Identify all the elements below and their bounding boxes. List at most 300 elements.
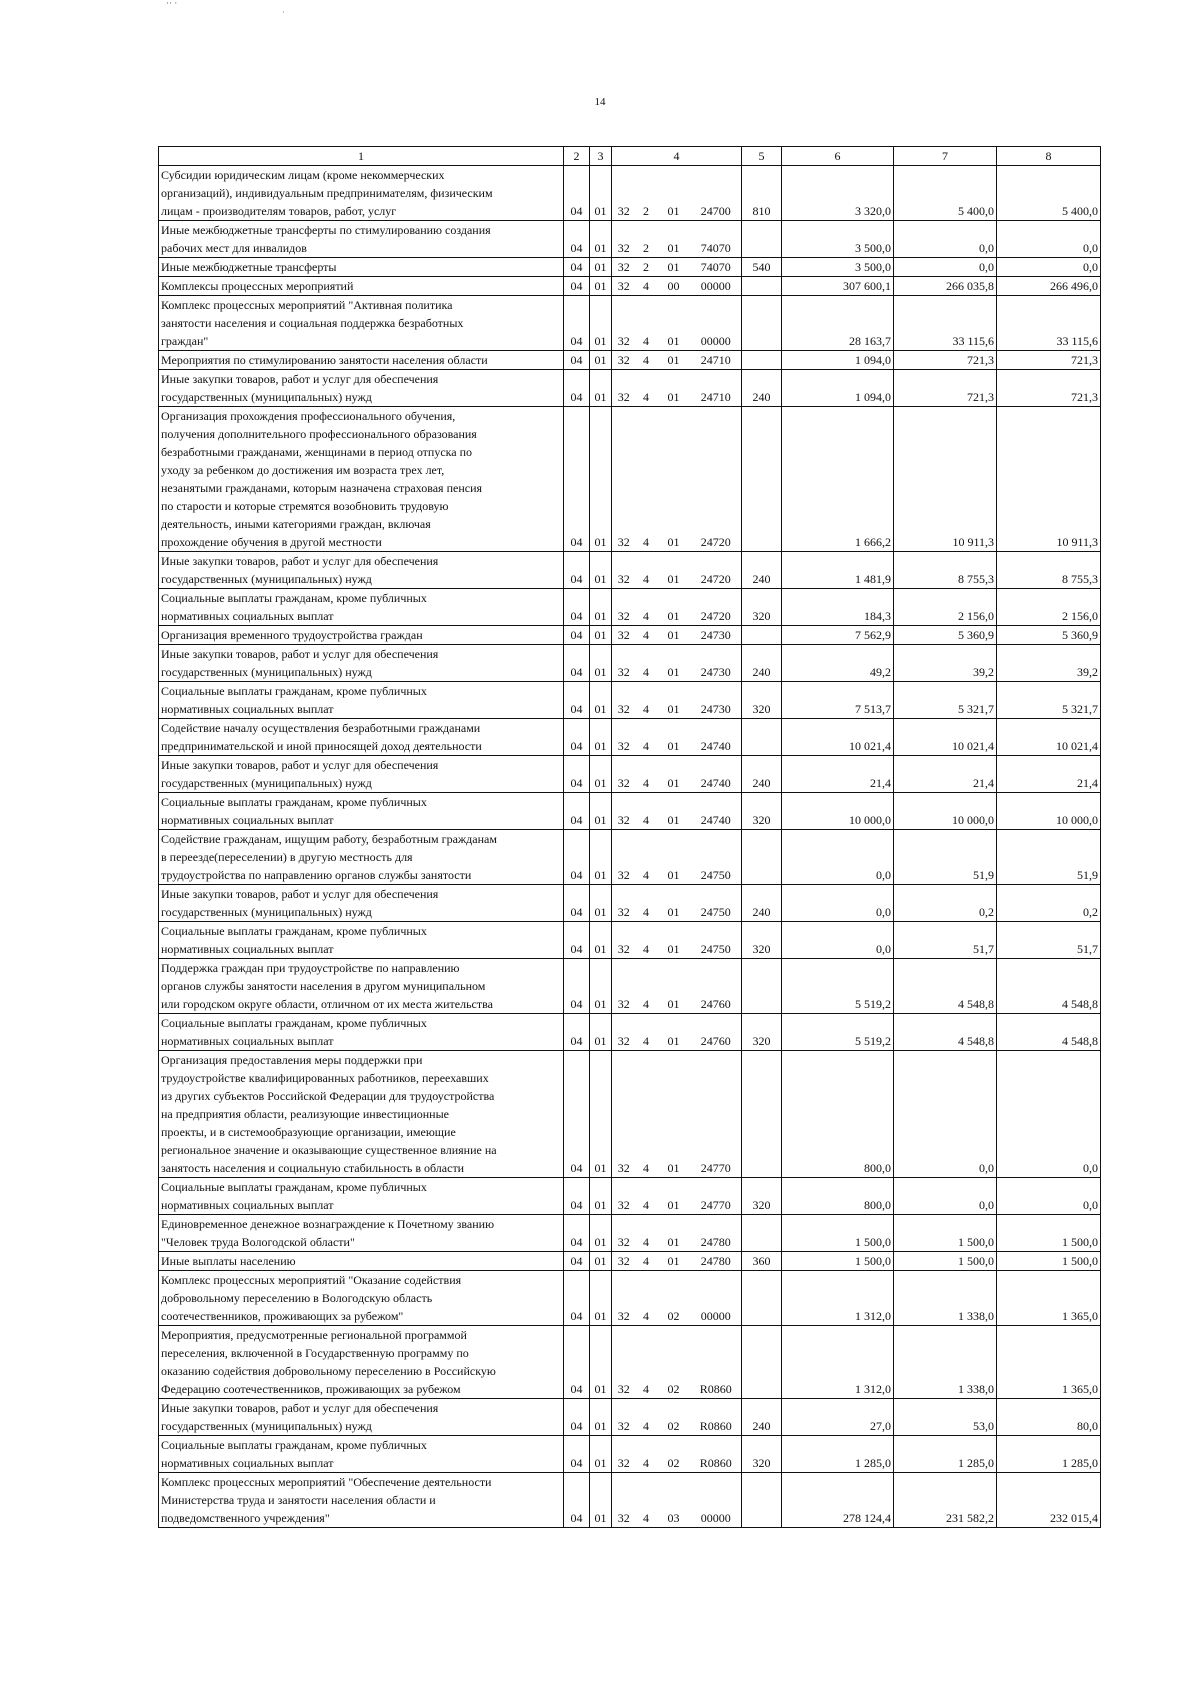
complex-code: 01 <box>657 552 691 589</box>
subprogram-code: 4 <box>636 589 657 626</box>
direction-code: 24730 <box>691 645 742 682</box>
expense-type-code: 240 <box>742 645 782 682</box>
program-code: 32 <box>612 1178 636 1215</box>
amount-col-7: 266 035,8 <box>894 277 997 296</box>
subsection-code: 01 <box>590 959 612 1014</box>
subsection-code: 01 <box>590 552 612 589</box>
subsection-code: 01 <box>590 258 612 277</box>
direction-code: 24730 <box>691 682 742 719</box>
header-col-7: 7 <box>894 147 997 166</box>
row-name: Иные закупки товаров, работ и услуг для обеспечения государственных (муниципальных) нужд <box>159 756 564 793</box>
program-code: 32 <box>612 221 636 258</box>
subsection-code: 01 <box>590 351 612 370</box>
table-row <box>159 830 1101 885</box>
complex-code: 01 <box>657 370 691 407</box>
complex-code: 02 <box>657 1326 691 1399</box>
direction-code: 24730 <box>691 626 742 645</box>
section-code: 04 <box>564 407 590 552</box>
amount-col-6: 0,0 <box>782 885 894 922</box>
complex-code: 01 <box>657 166 691 221</box>
expense-type-code <box>742 1051 782 1178</box>
program-code: 32 <box>612 351 636 370</box>
section-code: 04 <box>564 589 590 626</box>
row-name: Содействие началу осуществления безработными гражданами предпринимательской и иной приносящей доход деятельности <box>159 719 564 756</box>
amount-col-7: 1 500,0 <box>894 1215 997 1252</box>
table-row <box>159 1271 1101 1326</box>
expense-type-code <box>742 830 782 885</box>
complex-code: 01 <box>657 407 691 552</box>
subprogram-code: 4 <box>636 793 657 830</box>
amount-col-7: 1 338,0 <box>894 1271 997 1326</box>
amount-col-6: 10 021,4 <box>782 719 894 756</box>
section-code: 04 <box>564 1215 590 1252</box>
expense-type-code: 320 <box>742 1436 782 1473</box>
row-name: Содействие гражданам, ищущим работу, безработным гражданам в переезде(переселении) в другую местность для трудоустройства по направлению органов службы занятости <box>159 830 564 885</box>
direction-code: 00000 <box>691 1271 742 1326</box>
section-code: 04 <box>564 370 590 407</box>
program-code: 32 <box>612 1051 636 1178</box>
program-code: 32 <box>612 645 636 682</box>
header-col-6: 6 <box>782 147 894 166</box>
section-code: 04 <box>564 1436 590 1473</box>
row-name: Иные закупки товаров, работ и услуг для обеспечения государственных (муниципальных) нужд <box>159 552 564 589</box>
subprogram-code: 4 <box>636 1178 657 1215</box>
direction-code: 74070 <box>691 221 742 258</box>
direction-code: 24720 <box>691 552 742 589</box>
program-code: 32 <box>612 1436 636 1473</box>
row-name: Мероприятия по стимулированию занятости населения области <box>159 351 564 370</box>
header-col-4: 4 <box>612 147 742 166</box>
table-row <box>159 1178 1101 1215</box>
amount-col-7: 0,2 <box>894 885 997 922</box>
expense-type-code: 320 <box>742 1178 782 1215</box>
direction-code: 24750 <box>691 922 742 959</box>
amount-col-7: 5 360,9 <box>894 626 997 645</box>
subsection-code: 01 <box>590 1399 612 1436</box>
complex-code: 01 <box>657 258 691 277</box>
subprogram-code: 4 <box>636 1326 657 1399</box>
amount-col-6: 7 562,9 <box>782 626 894 645</box>
amount-col-7: 1 285,0 <box>894 1436 997 1473</box>
table-row <box>159 370 1101 407</box>
direction-code: 24710 <box>691 351 742 370</box>
expense-type-code <box>742 407 782 552</box>
amount-col-7: 53,0 <box>894 1399 997 1436</box>
row-name: Субсидии юридическим лицам (кроме некоммерческих организаций), индивидуальным предпринимателям, физическим лицам - производителям товаров, работ, услуг <box>159 166 564 221</box>
header-row <box>159 147 1101 166</box>
subprogram-code: 4 <box>636 1051 657 1178</box>
complex-code: 03 <box>657 1473 691 1528</box>
amount-col-6: 3 500,0 <box>782 221 894 258</box>
amount-col-8: 21,4 <box>997 756 1101 793</box>
complex-code: 01 <box>657 885 691 922</box>
expense-type-code: 540 <box>742 258 782 277</box>
expense-type-code: 320 <box>742 922 782 959</box>
program-code: 32 <box>612 756 636 793</box>
program-code: 32 <box>612 1215 636 1252</box>
row-name: Иные закупки товаров, работ и услуг для обеспечения государственных (муниципальных) нужд <box>159 885 564 922</box>
subprogram-code: 4 <box>636 277 657 296</box>
subsection-code: 01 <box>590 277 612 296</box>
subsection-code: 01 <box>590 370 612 407</box>
row-name: Поддержка граждан при трудоустройстве по направлению органов службы занятости населения в другом муниципальном или городском округе области, отличном от их места жительства <box>159 959 564 1014</box>
subprogram-code: 4 <box>636 370 657 407</box>
amount-col-8: 39,2 <box>997 645 1101 682</box>
table-row <box>159 626 1101 645</box>
complex-code: 01 <box>657 719 691 756</box>
program-code: 32 <box>612 1399 636 1436</box>
program-code: 32 <box>612 552 636 589</box>
table-row <box>159 552 1101 589</box>
subprogram-code: 4 <box>636 1215 657 1252</box>
amount-col-7: 0,0 <box>894 1051 997 1178</box>
subsection-code: 01 <box>590 1436 612 1473</box>
subprogram-code: 4 <box>636 296 657 351</box>
subsection-code: 01 <box>590 756 612 793</box>
subsection-code: 01 <box>590 1252 612 1271</box>
direction-code: 24710 <box>691 370 742 407</box>
table-row <box>159 793 1101 830</box>
direction-code: 24770 <box>691 1178 742 1215</box>
program-code: 32 <box>612 1271 636 1326</box>
subsection-code: 01 <box>590 922 612 959</box>
amount-col-6: 800,0 <box>782 1178 894 1215</box>
amount-col-7: 0,0 <box>894 1178 997 1215</box>
amount-col-7: 0,0 <box>894 258 997 277</box>
amount-col-6: 1 481,9 <box>782 552 894 589</box>
expense-type-code: 320 <box>742 682 782 719</box>
complex-code: 01 <box>657 793 691 830</box>
amount-col-7: 51,7 <box>894 922 997 959</box>
expense-type-code <box>742 351 782 370</box>
program-code: 32 <box>612 626 636 645</box>
table-row <box>159 1252 1101 1271</box>
program-code: 32 <box>612 166 636 221</box>
section-code: 04 <box>564 351 590 370</box>
subsection-code: 01 <box>590 1051 612 1178</box>
subprogram-code: 4 <box>636 645 657 682</box>
program-code: 32 <box>612 407 636 552</box>
amount-col-7: 10 000,0 <box>894 793 997 830</box>
amount-col-7: 33 115,6 <box>894 296 997 351</box>
expense-type-code <box>742 719 782 756</box>
amount-col-8: 80,0 <box>997 1399 1101 1436</box>
subsection-code: 01 <box>590 1326 612 1399</box>
subsection-code: 01 <box>590 1473 612 1528</box>
expense-type-code <box>742 1326 782 1399</box>
amount-col-8: 10 021,4 <box>997 719 1101 756</box>
section-code: 04 <box>564 830 590 885</box>
program-code: 32 <box>612 719 636 756</box>
subsection-code: 01 <box>590 166 612 221</box>
subprogram-code: 4 <box>636 682 657 719</box>
amount-col-6: 5 519,2 <box>782 959 894 1014</box>
program-code: 32 <box>612 370 636 407</box>
complex-code: 02 <box>657 1271 691 1326</box>
amount-col-8: 5 400,0 <box>997 166 1101 221</box>
amount-col-7: 10 911,3 <box>894 407 997 552</box>
expense-type-code <box>742 626 782 645</box>
section-code: 04 <box>564 258 590 277</box>
section-code: 04 <box>564 885 590 922</box>
header-col-2: 2 <box>564 147 590 166</box>
amount-col-8: 1 365,0 <box>997 1271 1101 1326</box>
amount-col-8: 5 321,7 <box>997 682 1101 719</box>
header-col-3: 3 <box>590 147 612 166</box>
complex-code: 01 <box>657 1014 691 1051</box>
header-col-8: 8 <box>997 147 1101 166</box>
amount-col-6: 0,0 <box>782 830 894 885</box>
subsection-code: 01 <box>590 1271 612 1326</box>
section-code: 04 <box>564 1178 590 1215</box>
table-row <box>159 1051 1101 1178</box>
amount-col-8: 4 548,8 <box>997 959 1101 1014</box>
direction-code: 24750 <box>691 830 742 885</box>
scan-mark: ·· · <box>166 0 178 8</box>
amount-col-8: 1 285,0 <box>997 1436 1101 1473</box>
table-row <box>159 1326 1101 1399</box>
row-name: Комплекс процессных мероприятий "Обеспечение деятельности Министерства труда и занятости населения области и подведомственного учреждения" <box>159 1473 564 1528</box>
section-code: 04 <box>564 1271 590 1326</box>
subsection-code: 01 <box>590 626 612 645</box>
section-code: 04 <box>564 959 590 1014</box>
complex-code: 00 <box>657 277 691 296</box>
table-row <box>159 719 1101 756</box>
amount-col-8: 1 365,0 <box>997 1326 1101 1399</box>
amount-col-6: 1 285,0 <box>782 1436 894 1473</box>
row-name: Организация прохождения профессионального обучения, получения дополнительного профессионального образования безработными гражданами, женщинами в период отпуска по уходу за ребенком до достижения им возраста трех лет, незанятыми гражданами, которым назначена страховая пенсия по старости и которые стремятся возобновить трудовую деятельность, иными категориями граждан, включая прохождение обучения в другой местности <box>159 407 564 552</box>
row-name: Социальные выплаты гражданам, кроме публичных нормативных социальных выплат <box>159 1436 564 1473</box>
expense-type-code <box>742 221 782 258</box>
section-code: 04 <box>564 1399 590 1436</box>
program-code: 32 <box>612 296 636 351</box>
direction-code: 00000 <box>691 296 742 351</box>
table-row <box>159 756 1101 793</box>
complex-code: 01 <box>657 959 691 1014</box>
expense-type-code: 240 <box>742 756 782 793</box>
direction-code: 24760 <box>691 959 742 1014</box>
amount-col-7: 4 548,8 <box>894 1014 997 1051</box>
subprogram-code: 4 <box>636 552 657 589</box>
subprogram-code: 4 <box>636 719 657 756</box>
expense-type-code: 360 <box>742 1252 782 1271</box>
amount-col-6: 3 500,0 <box>782 258 894 277</box>
amount-col-8: 0,0 <box>997 258 1101 277</box>
row-name: Комплексы процессных мероприятий <box>159 277 564 296</box>
subprogram-code: 4 <box>636 1252 657 1271</box>
amount-col-7: 2 156,0 <box>894 589 997 626</box>
subsection-code: 01 <box>590 885 612 922</box>
amount-col-7: 721,3 <box>894 351 997 370</box>
subprogram-code: 4 <box>636 351 657 370</box>
row-name: Социальные выплаты гражданам, кроме публичных нормативных социальных выплат <box>159 589 564 626</box>
subprogram-code: 4 <box>636 756 657 793</box>
complex-code: 01 <box>657 221 691 258</box>
section-code: 04 <box>564 1473 590 1528</box>
section-code: 04 <box>564 756 590 793</box>
section-code: 04 <box>564 277 590 296</box>
expense-type-code <box>742 1271 782 1326</box>
table-row <box>159 885 1101 922</box>
program-code: 32 <box>612 1473 636 1528</box>
subprogram-code: 2 <box>636 258 657 277</box>
amount-col-6: 0,0 <box>782 922 894 959</box>
amount-col-7: 5 321,7 <box>894 682 997 719</box>
subprogram-code: 2 <box>636 221 657 258</box>
row-name: Социальные выплаты гражданам, кроме публичных нормативных социальных выплат <box>159 922 564 959</box>
amount-col-8: 10 000,0 <box>997 793 1101 830</box>
row-name: Иные закупки товаров, работ и услуг для обеспечения государственных (муниципальных) нужд <box>159 370 564 407</box>
amount-col-6: 21,4 <box>782 756 894 793</box>
direction-code: R0860 <box>691 1399 742 1436</box>
section-code: 04 <box>564 719 590 756</box>
amount-col-6: 1 500,0 <box>782 1215 894 1252</box>
table-row <box>159 166 1101 221</box>
scan-mark-2: ˙ <box>282 10 285 20</box>
row-name: Комплекс процессных мероприятий "Активная политика занятости населения и социальная поддержка безработных граждан" <box>159 296 564 351</box>
row-name: Организация временного трудоустройства граждан <box>159 626 564 645</box>
amount-col-7: 51,9 <box>894 830 997 885</box>
direction-code: 24740 <box>691 719 742 756</box>
subprogram-code: 4 <box>636 626 657 645</box>
amount-col-6: 28 163,7 <box>782 296 894 351</box>
expense-type-code: 810 <box>742 166 782 221</box>
table-row <box>159 1399 1101 1436</box>
program-code: 32 <box>612 258 636 277</box>
row-name: Иные межбюджетные трансферты <box>159 258 564 277</box>
amount-col-6: 7 513,7 <box>782 682 894 719</box>
direction-code: 74070 <box>691 258 742 277</box>
subprogram-code: 2 <box>636 166 657 221</box>
subprogram-code: 4 <box>636 1271 657 1326</box>
header-col-1: 1 <box>159 147 564 166</box>
amount-col-6: 1 500,0 <box>782 1252 894 1271</box>
program-code: 32 <box>612 682 636 719</box>
table-row <box>159 682 1101 719</box>
row-name: Иные межбюджетные трансферты по стимулированию создания рабочих мест для инвалидов <box>159 221 564 258</box>
direction-code: 24740 <box>691 793 742 830</box>
program-code: 32 <box>612 885 636 922</box>
amount-col-6: 27,0 <box>782 1399 894 1436</box>
amount-col-7: 10 021,4 <box>894 719 997 756</box>
subprogram-code: 4 <box>636 407 657 552</box>
row-name: Иные закупки товаров, работ и услуг для обеспечения государственных (муниципальных) нужд <box>159 1399 564 1436</box>
direction-code: R0860 <box>691 1326 742 1399</box>
expense-type-code: 240 <box>742 1399 782 1436</box>
program-code: 32 <box>612 1014 636 1051</box>
amount-col-8: 4 548,8 <box>997 1014 1101 1051</box>
complex-code: 01 <box>657 922 691 959</box>
row-name: Комплекс процессных мероприятий "Оказание содействия добровольному переселению в Вологодскую область соотечественников, проживающих за рубежом" <box>159 1271 564 1326</box>
program-code: 32 <box>612 1252 636 1271</box>
amount-col-6: 1 666,2 <box>782 407 894 552</box>
program-code: 32 <box>612 1326 636 1399</box>
subsection-code: 01 <box>590 719 612 756</box>
table-row <box>159 1473 1101 1528</box>
amount-col-8: 1 500,0 <box>997 1215 1101 1252</box>
row-name: Социальные выплаты гражданам, кроме публичных нормативных социальных выплат <box>159 682 564 719</box>
expense-type-code: 240 <box>742 370 782 407</box>
section-code: 04 <box>564 682 590 719</box>
complex-code: 01 <box>657 1252 691 1271</box>
subsection-code: 01 <box>590 1215 612 1252</box>
program-code: 32 <box>612 830 636 885</box>
amount-col-8: 0,0 <box>997 1178 1101 1215</box>
table-row <box>159 922 1101 959</box>
expense-type-code <box>742 959 782 1014</box>
amount-col-6: 10 000,0 <box>782 793 894 830</box>
section-code: 04 <box>564 1326 590 1399</box>
complex-code: 01 <box>657 645 691 682</box>
table-row <box>159 221 1101 258</box>
amount-col-6: 278 124,4 <box>782 1473 894 1528</box>
amount-col-8: 0,2 <box>997 885 1101 922</box>
section-code: 04 <box>564 552 590 589</box>
complex-code: 02 <box>657 1436 691 1473</box>
complex-code: 01 <box>657 296 691 351</box>
complex-code: 01 <box>657 682 691 719</box>
direction-code: 24770 <box>691 1051 742 1178</box>
amount-col-7: 39,2 <box>894 645 997 682</box>
complex-code: 01 <box>657 830 691 885</box>
program-code: 32 <box>612 959 636 1014</box>
direction-code: 24780 <box>691 1215 742 1252</box>
section-code: 04 <box>564 922 590 959</box>
page-number: 14 <box>594 96 606 108</box>
direction-code: 00000 <box>691 1473 742 1528</box>
table-row <box>159 645 1101 682</box>
budget-table <box>158 146 1101 1528</box>
amount-col-7: 4 548,8 <box>894 959 997 1014</box>
subsection-code: 01 <box>590 407 612 552</box>
subprogram-code: 4 <box>636 922 657 959</box>
subsection-code: 01 <box>590 589 612 626</box>
amount-col-8: 10 911,3 <box>997 407 1101 552</box>
amount-col-8: 51,7 <box>997 922 1101 959</box>
amount-col-6: 184,3 <box>782 589 894 626</box>
amount-col-7: 1 338,0 <box>894 1326 997 1399</box>
section-code: 04 <box>564 645 590 682</box>
complex-code: 01 <box>657 626 691 645</box>
amount-col-8: 721,3 <box>997 370 1101 407</box>
table-row <box>159 1436 1101 1473</box>
subsection-code: 01 <box>590 682 612 719</box>
section-code: 04 <box>564 626 590 645</box>
row-name: Единовременное денежное вознаграждение к Почетному званию "Человек труда Вологодской области" <box>159 1215 564 1252</box>
subprogram-code: 4 <box>636 1399 657 1436</box>
amount-col-6: 3 320,0 <box>782 166 894 221</box>
amount-col-7: 5 400,0 <box>894 166 997 221</box>
expense-type-code <box>742 1473 782 1528</box>
amount-col-6: 800,0 <box>782 1051 894 1178</box>
direction-code: 24700 <box>691 166 742 221</box>
direction-code: 24740 <box>691 756 742 793</box>
subprogram-code: 4 <box>636 1014 657 1051</box>
header-col-5: 5 <box>742 147 782 166</box>
section-code: 04 <box>564 793 590 830</box>
subprogram-code: 4 <box>636 1436 657 1473</box>
row-name: Организация предоставления меры поддержки при трудоустройстве квалифицированных работников, переехавших из других субъектов Российской Федерации для трудоустройства на предприятия области, реализующие инвестиционные проекты, и в системообразующие организации, имеющие региональное значение и оказывающие существенное влияние на занятость населения и социальную стабильность в области <box>159 1051 564 1178</box>
row-name: Иные выплаты населению <box>159 1252 564 1271</box>
section-code: 04 <box>564 1014 590 1051</box>
amount-col-8: 33 115,6 <box>997 296 1101 351</box>
expense-type-code <box>742 277 782 296</box>
subsection-code: 01 <box>590 296 612 351</box>
program-code: 32 <box>612 277 636 296</box>
program-code: 32 <box>612 793 636 830</box>
amount-col-6: 1 312,0 <box>782 1326 894 1399</box>
complex-code: 01 <box>657 589 691 626</box>
